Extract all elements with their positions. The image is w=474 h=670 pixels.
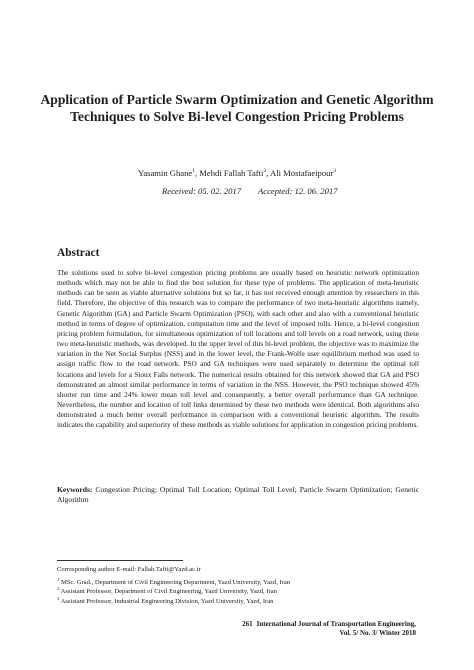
author-affiliation-mark: 2 (263, 168, 267, 175)
journal-footer (242, 620, 416, 639)
footnote-text: Assistant Professor, Industrial Engineering Division, Yazd University, Yazd, Iran (60, 597, 274, 605)
footnote-mark: 1 (57, 576, 60, 582)
page-number: 261 (242, 620, 253, 628)
author-name: Mehdi Fallah Tafti (199, 168, 264, 178)
paper-title: Application of Particle Swarm Optimization and Genetic Algorithm Techniques to Solve Bi-level Congestion Pricing Problems (40, 92, 434, 124)
journal-issue: Vol. 5/ No. 3/ Winter 2018 (339, 629, 416, 638)
footnote-mark: 2 (57, 586, 60, 592)
affiliation-footnote (57, 578, 427, 587)
affiliation-footnotes (57, 578, 427, 606)
keywords-paragraph (57, 485, 419, 505)
corresponding-author: Corresponding author E-mail: Fallah.Tafti@Yazd.ac.ir (57, 566, 201, 573)
keywords-label: Keywords: (57, 485, 93, 494)
author-name: Yasamin Ghane (137, 168, 193, 178)
footnote-mark: 3 (57, 595, 60, 601)
received-date: Received: 05. 02. 2017 (162, 186, 241, 196)
accepted-date: Accepted: 12. 06. 2017 (258, 186, 338, 196)
footnote-text: MSc. Grad., Department of Civil Engineering Department, Yazd University, Yazd, Iran (60, 579, 291, 586)
journal-name: International Journal of Transportation Engineering, (256, 620, 416, 628)
abstract-heading: Abstract (57, 247, 100, 259)
footnote-divider (57, 560, 183, 561)
author-affiliation-mark: 3 (333, 168, 337, 175)
author-name: Ali Mostafaeipour (270, 168, 334, 178)
abstract-body: The solutions used to solve bi-level congestion pricing problems are usually based on heuristic network optimization methods which may not be able to find the best solution for these type of problems. The application of meta-heuristic methods can be seen as viable alternative solutions but so far, it has not received enough attention by researchers in this field. Therefore, the objective of this research was to compare the performance of two meta-heuristic algorithms namely, Genetic Algorithm (GA) and Particle Swarm Optimization (PSO), with each other and also with a conventional heuristic method in terms of degree of optimization, computation time and the level of imposed tolls. Hence, a bi-level congestion pricing problem formulation, for simultaneous optimization of toll locations and toll levels on a road network, using these two meta-heuristic methods, was developed. In the upper level of this bi-level problem, the objective was to maximize the variation in the Net Social Surplus (NSS) and in the lower level, the Frank-Wolfe user equilibrium method was used to assign traffic flow to the road network. PSO and GA techniques were used separately to determine the optimal toll locations and levels for a Sioux Falls network. The numerical results obtained for this network showed that GA and PSO demonstrated an almost similar performance in terms of variation in the NSS. However, the PSO technique showed 45% shorter run time and 24% lower mean toll level and consequently, a better overall performance than GA technique. Nevertheless, the number and location of toll links determined by these two methods were identical. Both algorithms also demonstrated a much better overall performance in comparison with a conventional heuristic algorithm. The results indicates the capability and superiority of these methods as viable solutions for application in congestion pricing problems. (57, 268, 419, 430)
author-affiliation-mark: 1 (192, 168, 195, 175)
keywords-text: Congestion Pricing; Optimal Toll Location; Optimal Toll Level; Particle Swarm Optimization; Genetic Algorithm (57, 485, 419, 505)
author-list: Yasamin Ghane$^1$, Mehdi Fallah Tafti$^2$, Ali Mostafaeipour$^3$ (137, 168, 337, 178)
footnote-text: Assistant Professor, Department of Civil Engineering, Yazd University, Yazd, Iran (60, 588, 277, 596)
affiliation-footnote (57, 587, 427, 596)
affiliation-footnote (57, 597, 427, 606)
